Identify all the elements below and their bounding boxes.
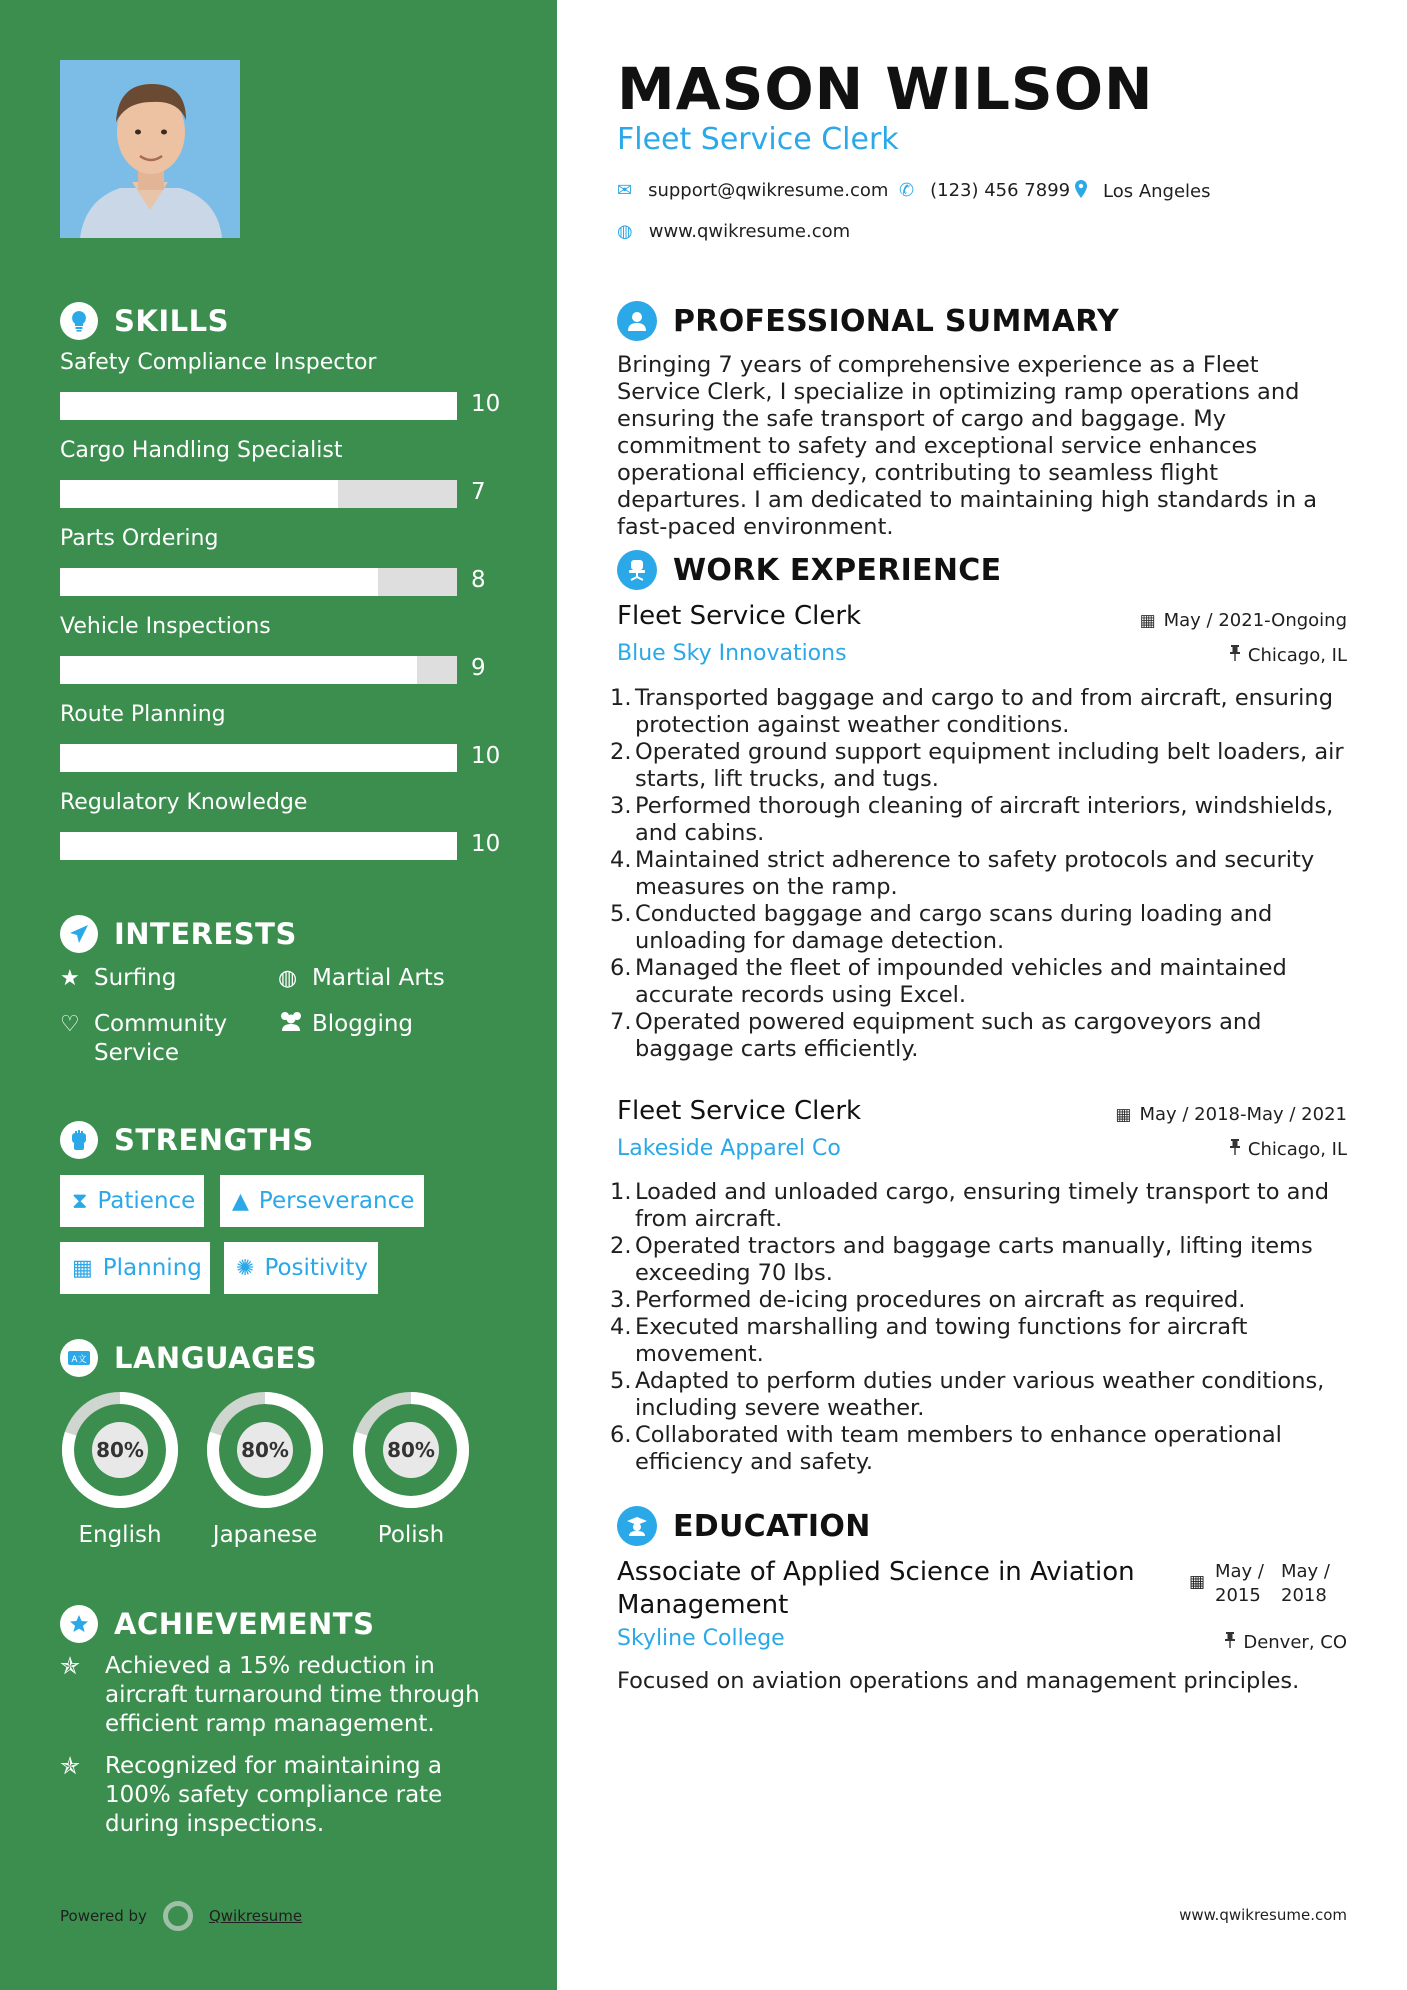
duty-number: 5. [610, 1368, 632, 1394]
skill-bar-fill [60, 832, 457, 860]
strength-badge-positivity [224, 1242, 378, 1294]
language-ring [203, 1388, 327, 1512]
lightbulb-icon [60, 302, 98, 340]
duty-number: 2. [610, 739, 632, 765]
skill-level: 10 [471, 743, 501, 769]
skill-bar-fill [60, 392, 457, 420]
language-name: Japanese [212, 1522, 318, 1548]
language-ring [349, 1388, 473, 1512]
skill-level: 10 [471, 391, 501, 417]
star-icon: ★ [60, 966, 80, 991]
map-pin-icon [1075, 180, 1087, 203]
candidate-name: MASON WILSON [617, 55, 1154, 123]
duty-number: 2. [610, 1233, 632, 1259]
education-title: EDUCATION [673, 1508, 871, 1544]
language-item [349, 1388, 473, 1548]
job-duties-list [610, 1179, 1347, 1476]
duty-text: Executed marshalling and towing functions for aircraft movement. [635, 1314, 1248, 1367]
calendar-icon: ▦ [1188, 1572, 1205, 1592]
duty-item [610, 1179, 1347, 1233]
interest-label: Martial Arts [312, 965, 445, 991]
duty-text: Operated tractors and baggage carts manually, lifting items exceeding 70 lbs. [635, 1233, 1313, 1286]
languages-title: LANGUAGES [114, 1341, 318, 1375]
website-text: www.qwikresume.com [648, 221, 851, 242]
duty-text: Collaborated with team members to enhance operational efficiency and safety. [635, 1422, 1282, 1475]
duty-text: Loaded and unloaded cargo, ensuring timely transport to and from aircraft. [635, 1179, 1330, 1232]
education-heading [617, 1506, 871, 1546]
language-item [58, 1388, 182, 1548]
interest-label: Community Service [94, 1011, 228, 1066]
strength-badge-planning [60, 1242, 210, 1294]
email-text: support@qwikresume.com [648, 180, 889, 201]
skill-bar [60, 656, 457, 684]
job-duties-list [610, 685, 1347, 1063]
school-name: Skyline College [617, 1626, 785, 1651]
strengths-title: STRENGTHS [114, 1123, 314, 1157]
strength-label: Positivity [264, 1255, 368, 1281]
skill-bar [60, 392, 457, 420]
strength-badge-perseverance [220, 1175, 424, 1227]
duty-number: 4. [610, 847, 632, 873]
profile-photo [60, 60, 240, 238]
interest-item-community-service [60, 1010, 250, 1068]
job-company: Blue Sky Innovations [617, 641, 847, 666]
interests-heading [60, 915, 297, 953]
skill-bar-fill [60, 568, 378, 596]
achievements-title: ACHIEVEMENTS [114, 1607, 375, 1641]
skills-heading [60, 302, 229, 340]
globe-icon: ◍ [278, 966, 298, 991]
svg-text:A文: A文 [71, 1355, 87, 1365]
job-company: Lakeside Apparel Co [617, 1136, 841, 1161]
sidebar [0, 0, 557, 1990]
powered-by [60, 1901, 302, 1931]
contact-email[interactable] [617, 180, 888, 201]
contact-location [1075, 180, 1211, 203]
strength-label: Patience [97, 1188, 196, 1214]
duty-number: 5. [610, 901, 632, 927]
skill-bar [60, 568, 457, 596]
education-end: May / 2018 [1281, 1561, 1330, 1606]
duty-item [610, 739, 1347, 793]
duty-item [610, 793, 1347, 847]
skill-bar [60, 480, 457, 508]
duty-number: 7. [610, 1009, 632, 1035]
job-dates-text: May / 2018-May / 2021 [1139, 1104, 1347, 1125]
road-icon: ▲ [232, 1188, 249, 1214]
skill-level: 10 [471, 831, 501, 857]
duty-item [610, 685, 1347, 739]
duty-text: Operated powered equipment such as cargoveyors and baggage carts efficiently. [635, 1009, 1262, 1062]
job-dates-text: May / 2021-Ongoing [1163, 610, 1347, 631]
skill-name: Route Planning [60, 702, 226, 727]
language-percent: 80% [387, 1438, 435, 1462]
pushpin-icon [1230, 645, 1240, 666]
language-name: English [78, 1522, 162, 1548]
skills-title: SKILLS [114, 304, 229, 338]
skill-name: Regulatory Knowledge [60, 790, 308, 815]
phone-text: (123) 456 7899 [930, 180, 1071, 201]
duty-item [610, 1233, 1347, 1287]
envelope-icon: ✉ [617, 180, 633, 201]
calendar-icon: ▦ [1139, 610, 1156, 631]
duty-text: Maintained strict adherence to safety protocols and security measures on the ramp. [635, 847, 1315, 900]
duty-number: 1. [610, 1179, 632, 1205]
star-badge-icon [60, 1605, 98, 1643]
users-icon [278, 1010, 312, 1040]
user-icon [617, 301, 657, 341]
duty-item [610, 1314, 1347, 1368]
language-icon [60, 1339, 98, 1377]
summary-title: PROFESSIONAL SUMMARY [673, 303, 1120, 339]
achievement-text: Recognized for maintaining a 100% safety compliance rate during inspections. [105, 1753, 443, 1837]
education-location [1225, 1632, 1347, 1653]
achievement-item [60, 1652, 500, 1739]
skill-name: Cargo Handling Specialist [60, 438, 343, 463]
duty-item [610, 901, 1347, 955]
job-title: Fleet Service Clerk [617, 1096, 862, 1126]
globe-icon: ◍ [617, 221, 633, 242]
strength-badge-patience [60, 1175, 204, 1227]
education-start: May / 2015 [1215, 1561, 1264, 1606]
duty-text: Managed the fleet of impounded vehicles and maintained accurate records using Excel. [635, 955, 1287, 1008]
duty-item [610, 1422, 1347, 1476]
job-location [1230, 645, 1347, 666]
job-dates [1115, 1104, 1347, 1125]
strength-label: Planning [102, 1255, 202, 1281]
interest-item-surfing [60, 964, 176, 993]
duty-item [610, 847, 1347, 901]
contact-website[interactable] [617, 221, 850, 242]
interests-title: INTERESTS [114, 917, 297, 951]
skill-name: Vehicle Inspections [60, 614, 271, 639]
language-percent: 80% [241, 1438, 289, 1462]
calendar-icon: ▦ [1115, 1104, 1132, 1125]
calendar-icon: ▦ [72, 1255, 93, 1281]
interest-item-martial-arts [278, 964, 445, 993]
skill-level: 9 [471, 655, 486, 681]
interest-label: Surfing [94, 965, 177, 991]
education-location-text: Denver, CO [1243, 1632, 1347, 1653]
strength-label: Perseverance [258, 1188, 415, 1214]
shooting-star-icon: ✯ [60, 1652, 81, 1680]
qwikresume-logo-icon [163, 1901, 193, 1931]
language-name: Polish [377, 1522, 445, 1548]
duty-number: 6. [610, 1422, 632, 1448]
duty-item [610, 1009, 1347, 1063]
education-description: Focused on aviation operations and management principles. [617, 1668, 1300, 1694]
summary-text: Bringing 7 years of comprehensive experience as a Fleet Service Clerk, I specialize in optimizing ramp operations and ensuring the safe transport of cargo and baggage. My commitment to safety and exceptional service enhances operational efficiency, contributing to seamless flight departures. I am dedicated to maintaining high standards in a fast-paced environment. [617, 352, 1318, 540]
duty-text: Transported baggage and cargo to and from aircraft, ensuring protection against weather conditions. [635, 685, 1333, 738]
skill-bar [60, 832, 457, 860]
duty-text: Adapted to perform duties under various weather conditions, including severe weather. [635, 1368, 1325, 1421]
shooting-star-icon: ✯ [60, 1752, 81, 1780]
language-ring [58, 1388, 182, 1512]
experience-heading [617, 550, 1001, 590]
language-percent: 80% [96, 1438, 144, 1462]
education-dates [1189, 1560, 1347, 1608]
paper-plane-icon [60, 915, 98, 953]
pushpin-icon [1230, 1139, 1240, 1160]
duty-item [610, 1368, 1347, 1422]
summary-heading [617, 301, 1119, 341]
languages-heading [60, 1339, 317, 1377]
achievement-item [60, 1752, 500, 1839]
footer-website-link[interactable]: www.qwikresume.com [1179, 1906, 1347, 1924]
skill-bar-fill [60, 744, 457, 772]
duty-text: Conducted baggage and cargo scans during loading and unloading for damage detection. [635, 901, 1273, 954]
graduate-icon [617, 1506, 657, 1546]
job-title: Fleet Service Clerk [617, 601, 862, 631]
language-item [203, 1388, 327, 1548]
duty-number: 4. [610, 1314, 632, 1340]
sun-icon: ✺ [236, 1255, 255, 1281]
skill-name: Parts Ordering [60, 526, 219, 551]
job-location-text: Chicago, IL [1247, 645, 1347, 666]
interest-label: Blogging [312, 1011, 414, 1037]
skill-level: 8 [471, 567, 486, 593]
skill-bar-fill [60, 656, 417, 684]
pushpin-icon [1225, 1632, 1235, 1653]
skill-name: Safety Compliance Inspector [60, 350, 377, 375]
duty-text: Performed thorough cleaning of aircraft interiors, windshields, and cabins. [635, 793, 1334, 846]
phone-icon: ✆ [899, 180, 915, 201]
hourglass-icon: ⧗ [72, 1188, 88, 1214]
duty-number: 3. [610, 793, 632, 819]
job-location-text: Chicago, IL [1247, 1139, 1347, 1160]
duty-number: 1. [610, 685, 632, 711]
duty-number: 6. [610, 955, 632, 981]
job-location [1230, 1139, 1347, 1160]
degree-title: Associate of Applied Science in Aviation Management [617, 1557, 1135, 1620]
duty-item [610, 955, 1347, 1009]
duty-item [610, 1287, 1347, 1314]
office-chair-icon [617, 550, 657, 590]
fist-icon [60, 1121, 98, 1159]
contact-phone[interactable] [899, 180, 1070, 201]
achievements-heading [60, 1605, 374, 1643]
heart-outline-icon: ♡ [60, 1012, 80, 1037]
duty-text: Performed de-icing procedures on aircraft as required. [635, 1287, 1246, 1313]
achievement-text: Achieved a 15% reduction in aircraft turnaround time through efficient ramp management. [105, 1653, 480, 1737]
strengths-heading [60, 1121, 314, 1159]
qwikresume-link[interactable]: Qwikresume [208, 1907, 303, 1925]
powered-prefix: Powered by [60, 1907, 147, 1925]
duty-number: 3. [610, 1287, 632, 1313]
main-content [610, 0, 1347, 1990]
location-text: Los Angeles [1103, 181, 1211, 202]
skill-bar-fill [60, 480, 338, 508]
job-dates [1140, 610, 1347, 631]
duty-text: Operated ground support equipment including belt loaders, air starts, lift trucks, and tugs. [635, 739, 1344, 792]
skill-bar [60, 744, 457, 772]
interest-item-blogging [278, 1010, 413, 1040]
candidate-role: Fleet Service Clerk [617, 122, 899, 157]
experience-title: WORK EXPERIENCE [673, 552, 1002, 588]
skill-level: 7 [471, 479, 486, 505]
